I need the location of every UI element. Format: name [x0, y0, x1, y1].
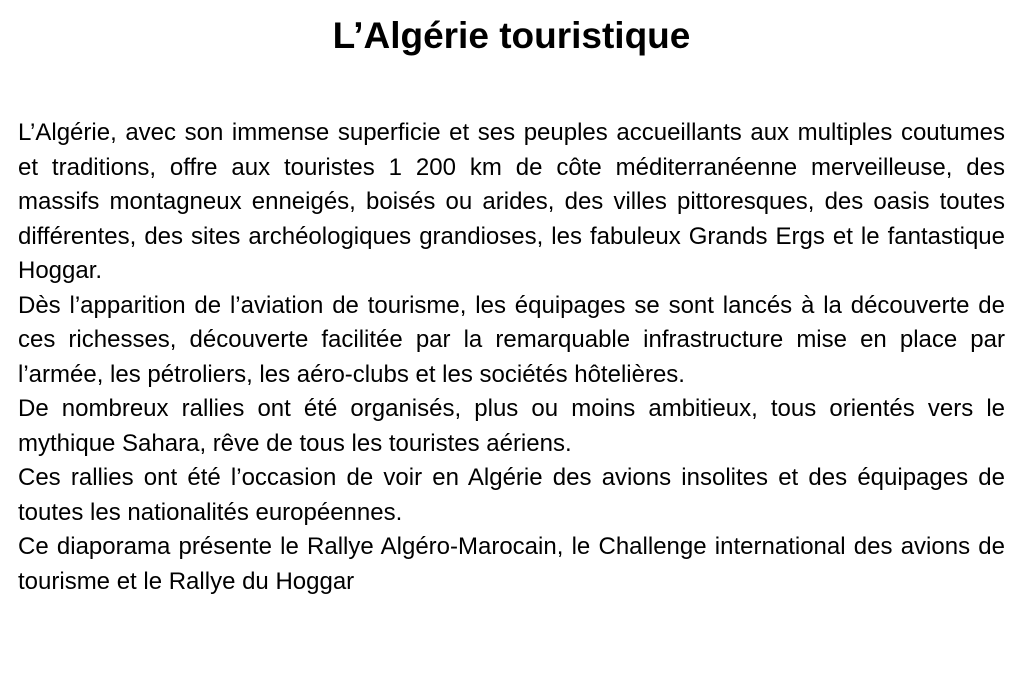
slide-title: L’Algérie touristique [332, 15, 691, 56]
paragraph-rallies: De nombreux rallies ont été organisés, plus ou moins ambitieux, tous orientés vers le mythique Sahara, rêve de tous les touristes aériens. [18, 395, 1005, 457]
paragraph-nationalities: Ces rallies ont été l’occasion de voir en Algérie des avions insolites et des équipages de toutes les nationalités européennes. [18, 464, 1005, 526]
paragraph-aviation: Dès l’apparition de l’aviation de tourisme, les équipages se sont lancés à la découverte de ces richesses, découverte facilitée par la remarquable infrastructure mise en place par l’armée, les pétroliers, les aéro-clubs et les sociétés hôtelières. [18, 291, 1005, 388]
paragraph-slideshow: Ce diaporama présente le Rallye Algéro-Marocain, le Challenge international des avions de tourisme et le Rallye du Hoggar [18, 533, 1005, 595]
slide-body [18, 116, 1005, 599]
paragraph-intro: L’Algérie, avec son immense superficie et ses peuples accueillants aux multiples coutumes et traditions, offre aux touristes 1 200 km de côte méditerranéenne merveilleuse, des massifs montagneux enneigés, boisés ou arides, des villes pittoresques, des oasis toutes différentes, des sites archéologiques grandioses, les fabuleux Grands Ergs et le fantastique Hoggar. [18, 119, 1005, 284]
